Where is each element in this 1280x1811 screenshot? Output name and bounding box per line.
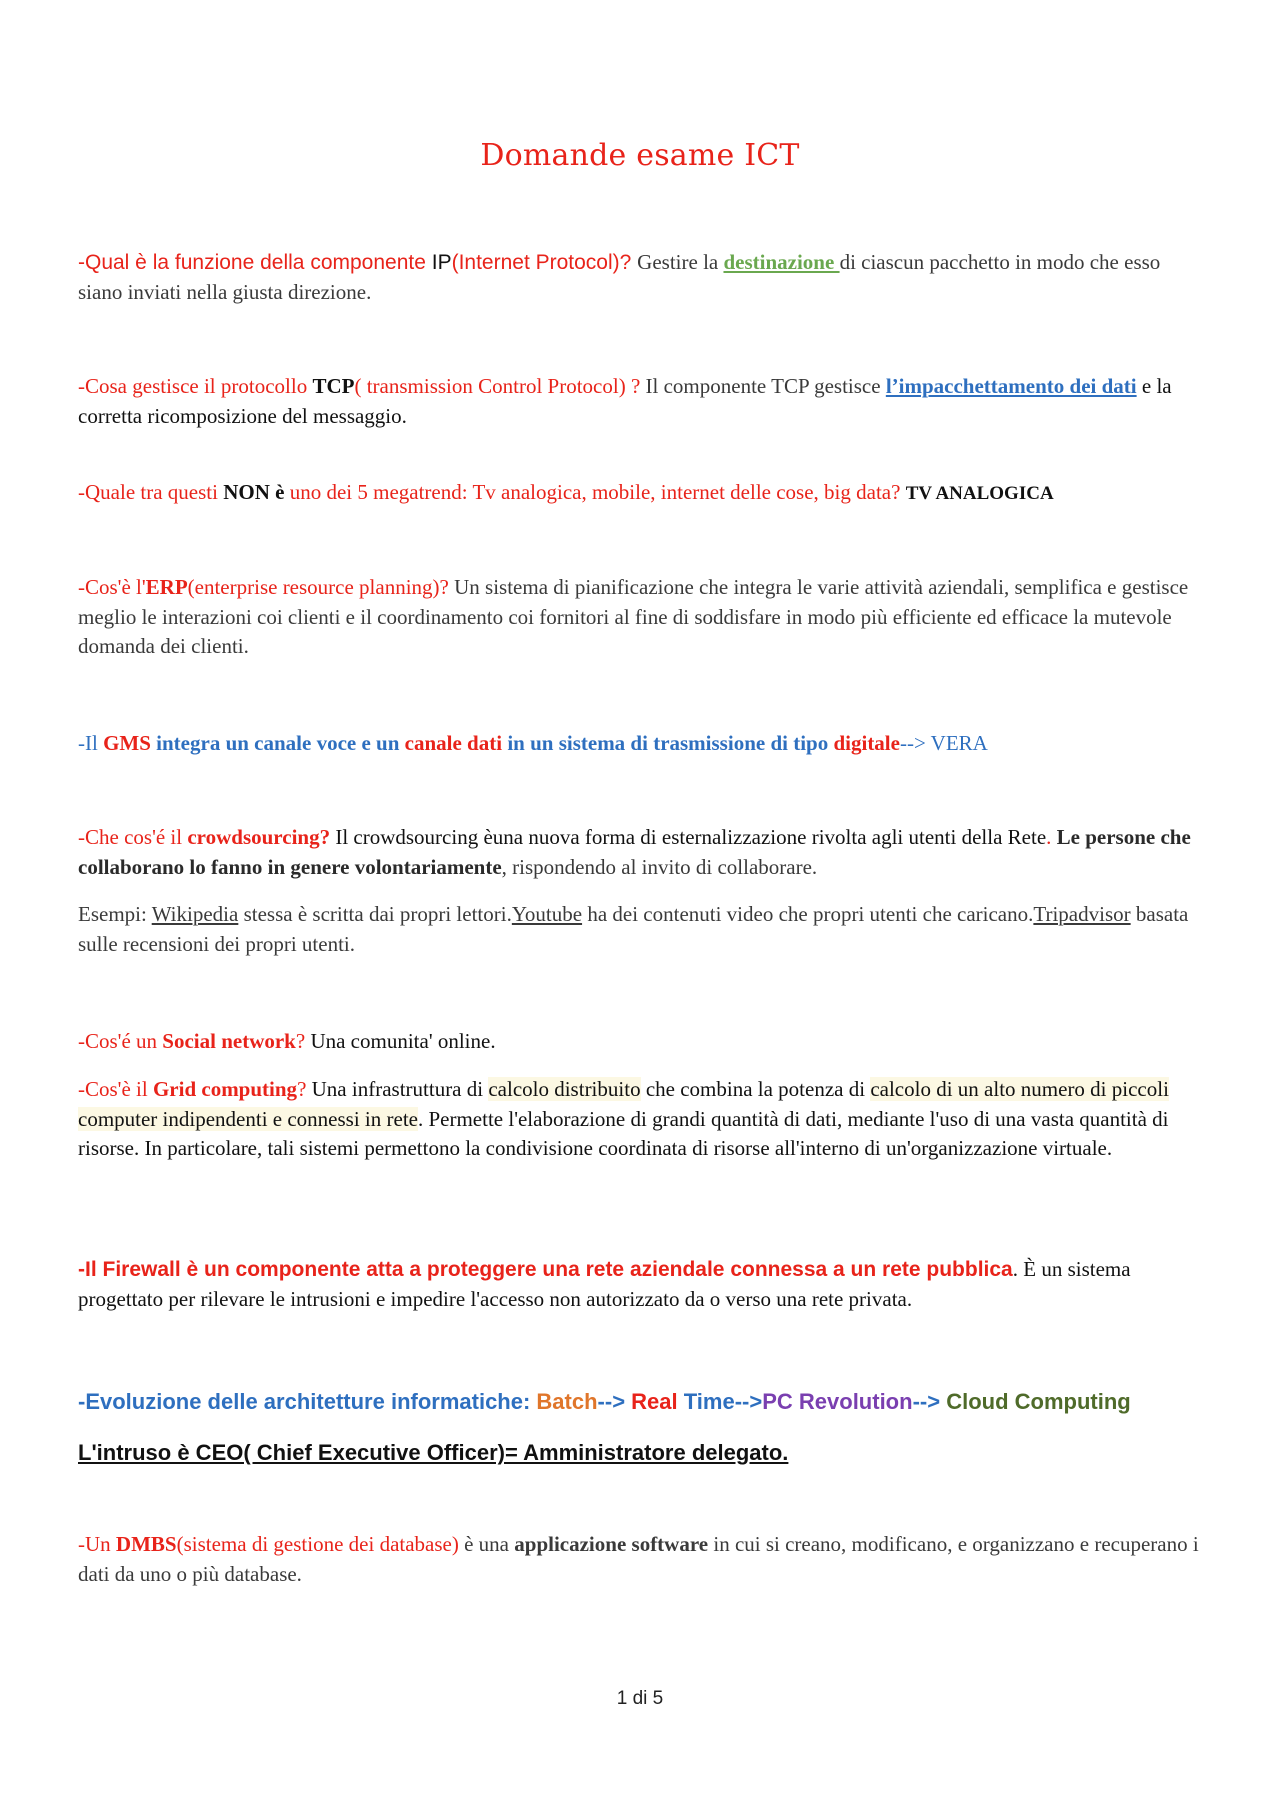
question-tcp: -Cosa gestisce il protocollo TCP( transmission Control Protocol) ? Il componente TCP gestisce l’impacchettamento dei dati e la corretta ricomposizione del messaggio.: [78, 374, 1172, 428]
architectures-evolution: -Evoluzione delle architetture informatiche: Batch--> Real Time-->PC Revolution--> Cloud Computing: [78, 1389, 1131, 1414]
tripadvisor-link[interactable]: Tripadvisor: [1033, 902, 1131, 926]
question-ip: -Qual è la funzione della componente IP(Internet Protocol)? Gestire la destinazione di ciascun pacchetto in modo che esso siano inviati nella giusta direzione.: [78, 250, 1161, 304]
destinazione-link[interactable]: destinazione: [723, 250, 840, 274]
question-firewall: -Il Firewall è un componente atta a proteggere una rete aziendale connessa a un rete pubblica. È un sistema progettato per rilevare le intrusioni e impedire l'accesso non autorizzato da o verso una rete privata.: [78, 1257, 1131, 1311]
question-crowdsourcing: -Che cos'é il crowdsourcing? Il crowdsourcing èuna nuova forma di esternalizzazione rivolta agli utenti della Rete. Le persone che collaborano lo fanno in genere volontariamente, rispondendo al invito di collaborare.: [78, 825, 1191, 879]
question-social-network: -Cos'é un Social network? Una comunita' online.: [78, 1029, 496, 1053]
crowdsourcing-examples: Esempi: Wikipedia stessa è scritta dai propri lettori.Youtube ha dei contenuti video che propri utenti che caricano.Tripadvisor basata sulle recensioni dei propri utenti.: [78, 902, 1189, 956]
question-gms: -Il GMS integra un canale voce e un canale dati in un sistema di trasmissione di tipo digitale--> VERA: [78, 731, 988, 755]
question-grid-computing: -Cos'è il Grid computing? Una infrastruttura di calcolo distribuito che combina la potenza di calcolo di un alto numero di piccoli computer indipendenti e connessi in rete. Permette l'elaborazione di grandi quantità di dati, mediante l'uso di una vasta quantità di risorse. In particolare, tali sistemi permettono la condivisione coordinata di risorse all'interno di un'organizzazione virtuale.: [78, 1077, 1169, 1160]
intruso-statement: L'intruso è CEO( Chief Executive Officer)= Amministratore delegato.: [78, 1440, 789, 1465]
question-dbms: -Un DMBS(sistema di gestione dei database) è una applicazione software in cui si creano, modificano, e organizzano e recuperano i dati da uno o più database.: [78, 1532, 1199, 1586]
page-number: 1 di 5: [616, 1688, 664, 1709]
question-megatrend: -Quale tra questi NON è uno dei 5 megatrend: Tv analogica, mobile, internet delle cose, big data? TV ANALOGICA: [78, 480, 1054, 504]
impacchettamento-link[interactable]: l’impacchettamento dei dati: [885, 374, 1137, 398]
page-title: Domande esame ICT: [480, 138, 800, 173]
question-erp: -Cos'è l'ERP(enterprise resource planning)? Un sistema di pianificazione che integra le varie attività aziendali, semplifica e gestisce meglio le interazioni coi clienti e il coordinamento coi fornitori al fine di soddisfare in modo più efficiente ed efficace la mutevole domanda dei clienti.: [78, 575, 1189, 658]
youtube-link[interactable]: Youtube: [511, 902, 583, 926]
wikipedia-link[interactable]: Wikipedia: [151, 902, 239, 926]
